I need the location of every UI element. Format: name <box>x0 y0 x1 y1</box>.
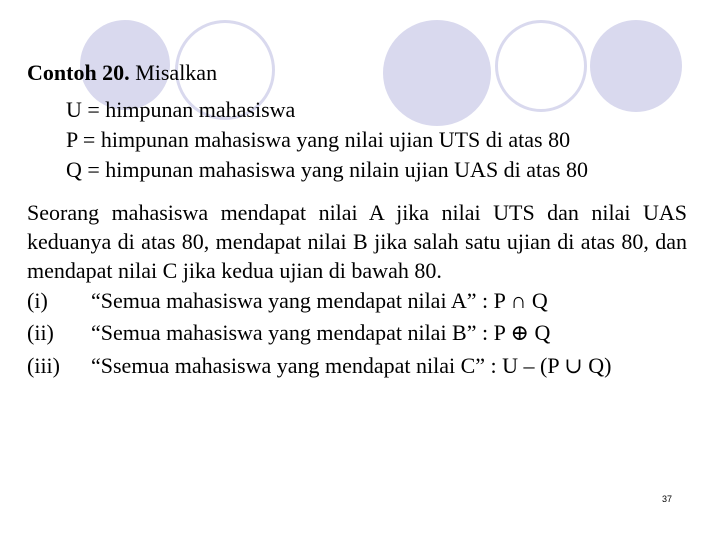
item-text: “Semua mahasiswa yang mendapat nilai B” : P ⊕ Q <box>91 320 551 345</box>
definition-q: Q = himpunan mahasiswa yang nilain ujian UAS di atas 80 <box>66 157 588 182</box>
heading-label: Contoh 20. <box>27 60 130 85</box>
item-text: “Ssemua mahasiswa yang mendapat nilai C” : U – (P ∪ Q) <box>91 353 612 378</box>
list-item-iii <box>27 353 611 379</box>
decorative-circle <box>590 20 682 112</box>
slide-heading <box>27 60 217 86</box>
page-number: 37 <box>662 494 673 504</box>
item-text: “Semua mahasiswa yang mendapat nilai A” : P ∩ Q <box>91 288 548 313</box>
item-number: (iii) <box>27 353 60 378</box>
decorative-ring <box>495 20 587 112</box>
item-number: (ii) <box>27 320 54 345</box>
definition-p: P = himpunan mahasiswa yang nilai ujian UTS di atas 80 <box>66 127 571 152</box>
decorative-circle <box>383 20 491 126</box>
heading-text: Misalkan <box>135 60 218 85</box>
grading-paragraph: Seorang mahasiswa mendapat nilai A jika nilai UTS dan nilai UAS keduanya di atas 80, mendapat nilai B jika salah satu ujian di atas 80, dan mendapat nilai C jika kedua ujian di bawah 80. <box>27 200 687 283</box>
list-item-i <box>27 288 548 314</box>
list-item-ii <box>27 320 550 346</box>
item-number: (i) <box>27 288 48 313</box>
definition-u: U = himpunan mahasiswa <box>66 97 296 122</box>
